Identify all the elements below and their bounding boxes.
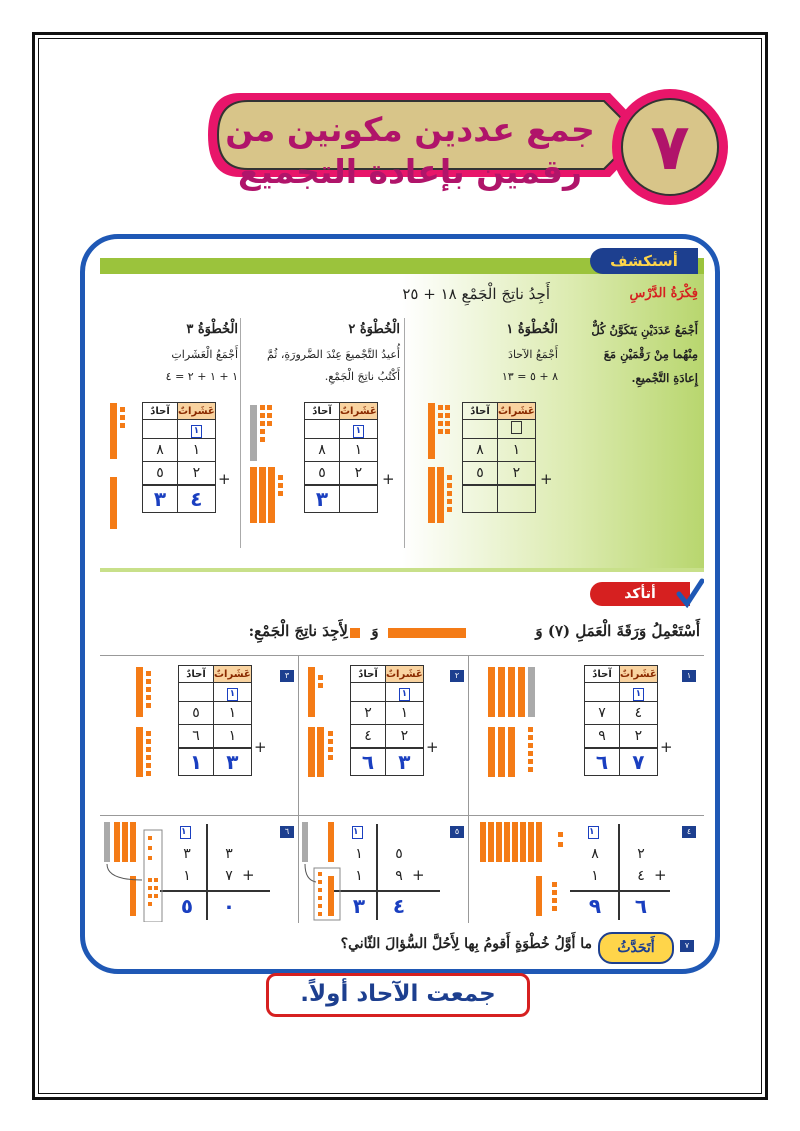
step1-b-tens: ٢ <box>498 462 536 486</box>
col-divider <box>468 815 469 923</box>
problem-1-blocks <box>478 665 578 785</box>
problem-2-number: ٢ <box>450 670 464 682</box>
step3-title: الْخُطْوَةُ ٣ <box>186 322 238 337</box>
problem-1-number: ١ <box>682 670 696 682</box>
step3-ans-tens: ٤ <box>178 485 216 513</box>
step3-ans-ones: ٣ <box>143 485 178 513</box>
ones-header: آحادٌ <box>351 666 386 683</box>
ones-header: آحادٌ <box>143 403 178 420</box>
step2-line1: أُعيدُ التَّجْميعَ عِنْدَ الضَّرورَةِ، ثُمَّ <box>266 348 400 361</box>
plus-sign: + <box>426 738 439 756</box>
tens-header: عَشَراتٌ <box>498 403 536 420</box>
p4-ans-ones: ٦ <box>634 894 648 918</box>
carry-box: ١ <box>633 688 644 701</box>
explore-prompt: أَجِدُ ناتِجَ الْجَمْعِ ١٨ + ٢٥ <box>402 285 550 303</box>
check-instruction: أَسْتَعْمِلُ وَرَقَةَ الْعَمَلِ (٧) وَ <box>535 622 700 640</box>
carry-box: ١ <box>180 826 191 839</box>
carry-box: ١ <box>399 688 410 701</box>
step3-line1: أَجْمَعُ الْعَشَراتِ <box>171 348 238 361</box>
step3-blocks <box>110 403 125 529</box>
p6-a-tens: ٣ <box>183 846 191 862</box>
plus-sign: + <box>540 470 553 488</box>
p6-ans-ones: ٠ <box>222 894 236 918</box>
problem-6-number: ٦ <box>280 826 294 838</box>
problem-2-table <box>350 665 424 776</box>
col-divider <box>468 655 469 815</box>
p2-a-ones: ٢ <box>351 702 386 725</box>
step1-blocks <box>428 403 452 523</box>
p2-ans-tens: ٣ <box>386 748 424 776</box>
carry-box: ١ <box>352 826 363 839</box>
plus-sign: + <box>218 470 231 488</box>
step2-b-ones: ٥ <box>305 462 340 486</box>
p5-a-ones: ٥ <box>395 846 403 862</box>
step2-title: الْخُطْوَةُ ٢ <box>348 322 400 337</box>
explore-badge: أستكشف <box>590 248 698 274</box>
p5-b-tens: ١ <box>355 868 363 884</box>
p2-b-tens: ٢ <box>386 725 424 749</box>
column-divider-line <box>376 824 378 920</box>
problem-6-blocks <box>102 820 164 922</box>
carry-box: ١ <box>588 826 599 839</box>
answer-text: جمعت الآحاد أولاً. <box>300 981 496 1007</box>
p1-ans-tens: ٧ <box>620 748 658 776</box>
col-divider <box>298 655 299 815</box>
p5-a-tens: ١ <box>355 846 363 862</box>
p1-a-ones: ٧ <box>585 702 620 725</box>
lesson-title-line2: رقمين بإعادة التجميع <box>237 152 583 191</box>
p6-a-ones: ٣ <box>225 846 233 862</box>
problem-4-number: ٤ <box>682 826 696 838</box>
lesson-idea-text: أَجْمَعُ عَدَدَيْنِ يَتَكَوَّنُ كُلٌّ مِنْهُما مِنْ رَقْمَيْنِ مَعَ إِعادَةِ التَّجْميعِ. <box>591 323 698 385</box>
plus-sign: + <box>412 866 425 884</box>
p5-ans-ones: ٤ <box>392 894 406 918</box>
step2-blocks <box>250 405 283 523</box>
check-instruction-mid: وَ <box>371 622 379 640</box>
p4-ans-tens: ٩ <box>588 894 602 918</box>
plus-sign: + <box>660 738 673 756</box>
p1-ans-ones: ٦ <box>585 748 620 776</box>
step2-a-ones: ٨ <box>305 439 340 462</box>
tens-header: عَشَراتٌ <box>178 403 216 420</box>
sum-line <box>160 890 270 892</box>
lesson-title-line1: جمع عددين مكونين من <box>225 110 595 149</box>
p2-a-tens: ١ <box>386 702 424 725</box>
plus-sign: + <box>254 738 267 756</box>
carry-box: ١ <box>353 425 364 438</box>
tens-header: عَشَراتٌ <box>340 403 378 420</box>
col-divider <box>298 815 299 923</box>
sum-line <box>570 890 670 892</box>
problem-5-number: ٥ <box>450 826 464 838</box>
talk-badge: أَتَحَدَّثُ <box>598 932 674 964</box>
step1-a-tens: ١ <box>498 439 536 462</box>
step1-line1: أَجْمَعُ الآحادَ <box>508 348 558 361</box>
talk-question: ما أَوَّلُ خُطْوَةٍ أَقومُ بِها لِأَحُلَّ السُّؤالَ الثّاني؟ <box>340 936 592 952</box>
plus-sign: + <box>382 470 395 488</box>
p6-ans-tens: ٥ <box>180 894 194 918</box>
p5-ans-tens: ٣ <box>352 894 366 918</box>
cube-icon <box>350 628 360 638</box>
step1-a-ones: ٨ <box>463 439 498 462</box>
step2-line2: أَكْتُبُ ناتِجَ الْجَمْعِ. <box>324 370 400 383</box>
p3-b-ones: ٦ <box>179 725 214 749</box>
tens-header: عَشَراتٌ <box>214 666 252 683</box>
p6-b-ones: ٧ <box>225 868 233 884</box>
step1-b-ones: ٥ <box>463 462 498 486</box>
step3-b-tens: ٢ <box>178 462 216 486</box>
p5-b-ones: ٩ <box>395 868 403 884</box>
step3-line2: ١ + ١ + ٢ = ٤ <box>165 370 238 383</box>
ones-header: آحادٌ <box>305 403 340 420</box>
p2-ans-ones: ٦ <box>351 748 386 776</box>
p2-b-ones: ٤ <box>351 725 386 749</box>
p1-b-tens: ٢ <box>620 725 658 749</box>
tens-header: عَشَراتٌ <box>620 666 658 683</box>
p6-b-tens: ١ <box>183 868 191 884</box>
step2-ans-ones: ٣ <box>305 485 340 513</box>
ones-header: آحادٌ <box>463 403 498 420</box>
p3-a-ones: ٥ <box>179 702 214 725</box>
step3-a-ones: ٨ <box>143 439 178 462</box>
step3-a-tens: ١ <box>178 439 216 462</box>
plus-sign: + <box>242 866 255 884</box>
problem-3-table <box>178 665 252 776</box>
p3-ans-tens: ٣ <box>214 748 252 776</box>
row-divider <box>100 655 704 656</box>
ones-header: آحادٌ <box>179 666 214 683</box>
rod-icon <box>388 628 466 638</box>
problem-5-blocks <box>300 820 348 922</box>
row-divider <box>100 815 704 816</box>
column-divider-line <box>206 824 208 920</box>
carry-box: ١ <box>227 688 238 701</box>
check-badge: أتأكد <box>590 582 690 606</box>
p3-a-tens: ١ <box>214 702 252 725</box>
step2-b-tens: ٢ <box>340 462 378 486</box>
step1-title: الْخُطْوَةُ ١ <box>506 322 558 337</box>
p1-a-tens: ٤ <box>620 702 658 725</box>
p4-b-ones: ٤ <box>637 868 645 884</box>
question-7-number: ٧ <box>680 940 694 952</box>
p1-b-ones: ٩ <box>585 725 620 749</box>
p3-b-tens: ١ <box>214 725 252 749</box>
tens-header: عَشَراتٌ <box>386 666 424 683</box>
check-instruction-end: لِأَجِدَ ناتِجَ الْجَمْعِ: <box>248 622 348 640</box>
plus-sign: + <box>654 866 667 884</box>
base-ten-blocks-explore <box>100 395 570 535</box>
problem-1-table <box>584 665 658 776</box>
problem-3-number: ٣ <box>280 670 294 682</box>
lesson-idea-title: فِكْرَةُ الدَّرْسِ <box>629 286 698 301</box>
step3-b-ones: ٥ <box>143 462 178 486</box>
problem-4-blocks <box>478 820 568 920</box>
p3-ans-ones: ١ <box>179 748 214 776</box>
lesson-number: ٧ <box>650 111 690 185</box>
ones-header: آحادٌ <box>585 666 620 683</box>
carry-box: ١ <box>191 425 202 438</box>
step2-a-tens: ١ <box>340 439 378 462</box>
p4-a-tens: ٨ <box>591 846 599 862</box>
problem-3-blocks <box>132 665 176 795</box>
p4-b-tens: ١ <box>591 868 599 884</box>
step1-line2: ٨ + ٥ = ١٣ <box>501 370 558 383</box>
checkmark-icon <box>676 578 704 608</box>
column-divider-line <box>618 824 620 920</box>
p4-a-ones: ٢ <box>637 846 645 862</box>
problem-2-blocks <box>304 665 348 785</box>
